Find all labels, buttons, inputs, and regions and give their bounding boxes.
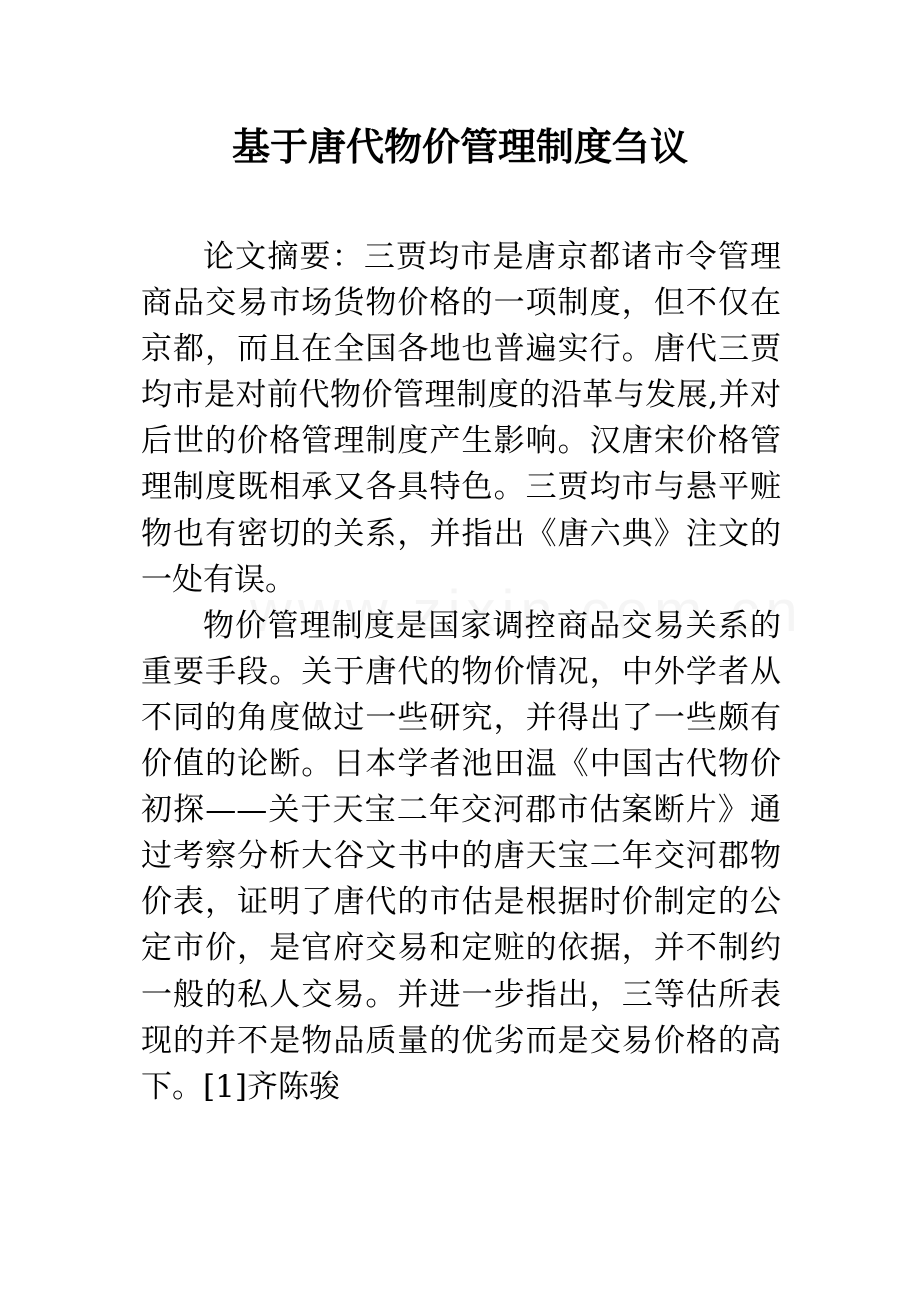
body-paragraph: 物价管理制度是国家调控商品交易关系的重要手段。关于唐代的物价情况，中外学者从不同的角度做过一些研究，并得出了一些颇有价值的论断。日本学者池田温《中国古代物价初探——关于天宝二年交河郡市估案断片》通过考察分析大谷文书中的唐天宝二年交河郡物价表，证明了唐代的市估是根据时价制定的公定市价，是官府交易和定赃的依据，并不制约一般的私人交易。并进一步指出，三等估所表现的并不是物品质量的优劣而是交易价格的高下。[1]齐陈骏	[141, 607, 781, 1105]
document-body	[141, 234, 781, 1110]
document-title: 基于唐代物价管理制度刍议	[231, 124, 688, 169]
abstract-paragraph: 论文摘要：三贾均市是唐京都诸市令管理商品交易市场货物价格的一项制度，但不仅在京都，而且在全国各地也普遍实行。唐代三贾均市是对前代物价管理制度的沿革与发展,并对后世的价格管理制度产生影响。汉唐宋价格管理制度既相承又各具特色。三贾均市与悬平赃物也有密切的关系，并指出《唐六典》注文的一处有误。	[141, 239, 781, 598]
